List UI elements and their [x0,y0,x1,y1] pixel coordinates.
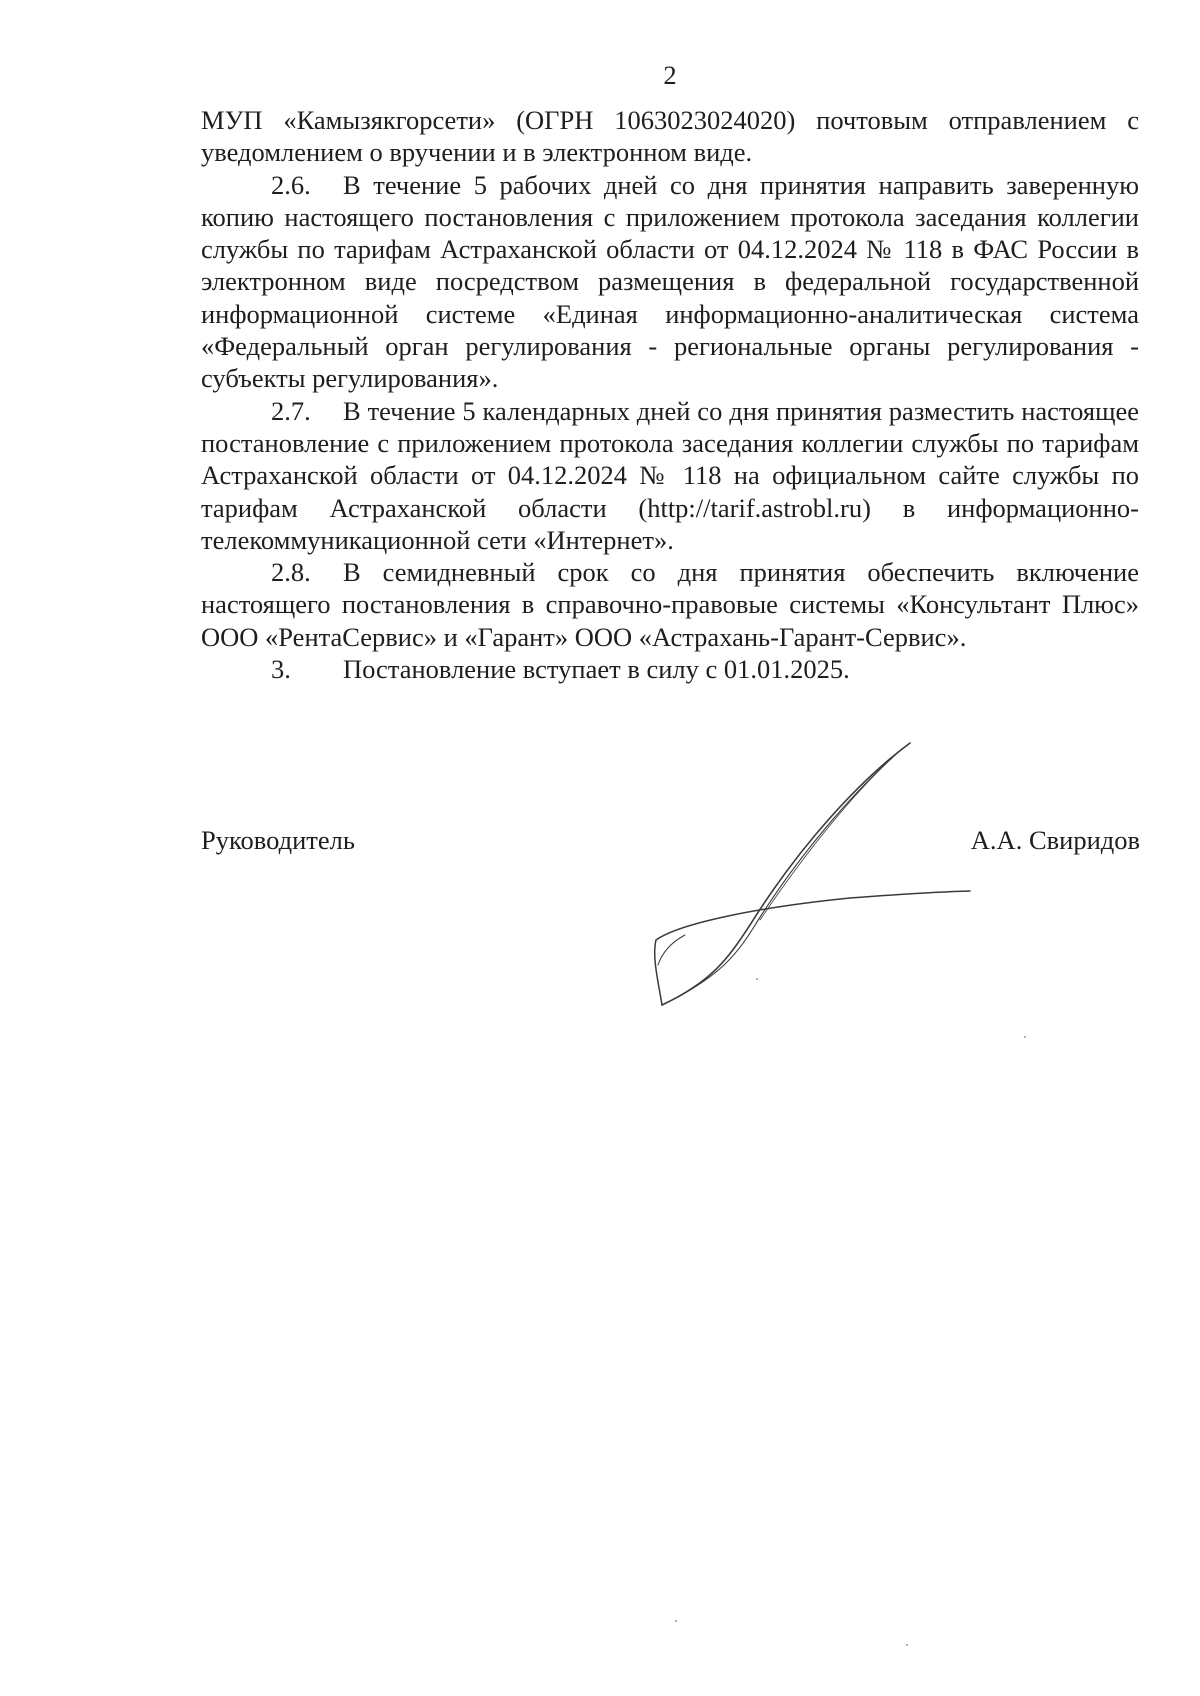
scan-speck [1024,1036,1026,1038]
paragraph-text: МУП «Камызякгорсети» (ОГРН 1063023024020) почтовым отправлением с уведомлением о вручении и в электронном виде. [201,105,1139,168]
scan-speck [906,1644,908,1646]
paragraph-2-6 [201,169,1139,395]
signature-stroke [655,891,970,1005]
signature-stroke [678,749,902,997]
paragraph-text: В семидневный срок со дня принятия обеспечить включение настоящего постановления в справочно-правовые системы «Консультант Плюс» ООО «РентаСервис» и «Гарант» ООО «Астрахань-Гарант-Сервис». [201,557,1139,652]
signature-stroke [760,755,895,920]
page-number: 2 [663,60,677,90]
paragraph-number: 3. [271,654,291,685]
scan-speck [756,978,758,980]
paragraph-continuation [201,104,1139,169]
paragraph-number: 2.8. [271,557,311,588]
scan-speck [675,1620,677,1622]
paragraph-2-7 [201,395,1139,556]
signatory-title: Руководитель [201,825,355,855]
paragraph-text: Постановление вступает в силу с 01.01.2025. [343,654,850,685]
signature-stroke [662,743,910,1005]
paragraph-number: 2.6. [271,169,311,200]
paragraph-text: В течение 5 календарных дней со дня принятия разместить настоящее постановление с приложением протокола заседания коллегии службы по тарифам Астраханской области от 04.12.2024 № 118 на официальном сайте службы по тарифам Астраханской области (http://tarif.astrobl.ru) в информационно-телекоммуникационной сети «Интернет». [201,395,1139,555]
paragraph-2-8 [201,556,1139,653]
paragraph-3 [201,653,1139,685]
signatory-name: А.А. Свиридов [970,825,1140,855]
handwritten-signature [640,735,980,1015]
signature-stroke [658,935,685,965]
paragraph-number: 2.7. [271,395,311,426]
document-body [201,104,1139,685]
paragraph-text: В течение 5 рабочих дней со дня принятия направить заверенную копию настоящего постановления с приложением протокола заседания коллегии службы по тарифам Астраханской области от 04.12.2024 № 118 в ФАС России в электронном виде посредством размещения в федеральной государственной информационной системе «Единая информационно-аналитическая система «Федеральный орган регулирования - региональные органы регулирования - субъекты регулирования». [201,169,1139,394]
